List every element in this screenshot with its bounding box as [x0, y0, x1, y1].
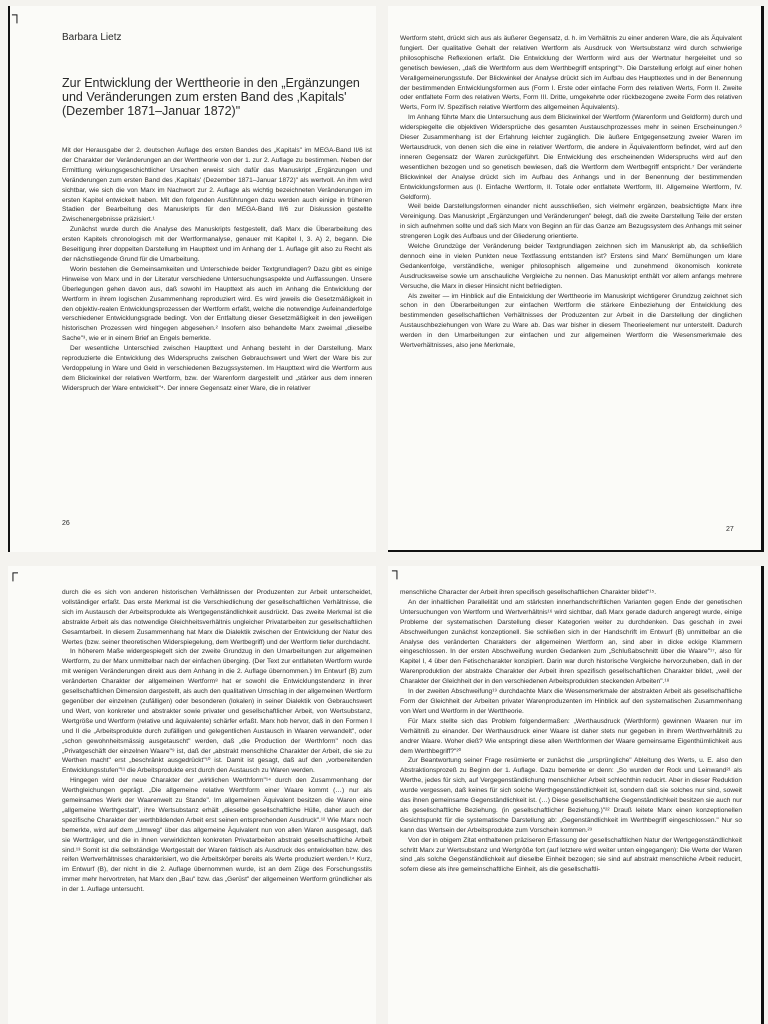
page-edge-shadow — [761, 566, 764, 1024]
corner-mark: ┌ — [8, 566, 18, 580]
paragraph: In der zweiten Abschweifung¹⁹ durchdachte Marx die Wesensmerkmale der abstrakten Arbeit als gesellschaftliche Form der Gleichheit der Arbeiten privater Warenproduzenten im Hinblick auf den systematischen Zusammenhang von Wert und Wertform in der Werttheorie. — [400, 688, 742, 715]
page-29 — [388, 566, 764, 1024]
page-edge-shadow — [8, 6, 10, 552]
paragraph: Hingegen wird der neue Charakter der „wirklichen Werthform"¹⁴ durch den Zusammenhang der Werthgleichungen geprägt. „Die allgemeine relative Werthform einer Waare kommt (…) nur als gemeinsames Werk der Waarenwelt zu Stande". Im allgemeinen Äquivalent besitzen die Waren eine „allgemeine Werthgestalt", ihre Wertsubstanz erhält „dieselbe gesellschaftliche Hülle, daher auch der spezifische Charakter der werthbildenden Arbeit erst seinen entsprechenden Ausdruck".¹² Wie Marx noch bemerkte, wird auf dem „Umweg" über das allgemeine Äquivalent nun von allen Waren ausgesagt, daß sie Wertträger, und die in ihnen verwirklichten konkreten Privatarbeiten abstrakt gesellschaftliche Arbeit sind.¹³ Somit ist die selbständige Wertgestalt der Waren faktisch als Ausdruck des entwickelten bzw. des reifen Wertverhältnisses charakterisiert, wo die Arbeitskörper bereits als Werte produziert werden.¹⁴ Kurz, im Entwurf (B), der nicht in die 2. Auflage übernommen wurde, ist an dem Züge des Forschungsstils immer mehr hervortreten, hat Marx den „Bau" bzw. das „Gerüst" der allgemeinen Wertform gründlicher als in der 1. Auflage untersucht. — [62, 777, 372, 894]
paragraph: Der wesentliche Unterschied zwischen Haupttext und Anhang besteht in der Darstellung. Marx reproduzierte die Entwicklung des Widerspruchs zwischen Gebrauchswert und Wert der Ware bis zur Verdoppelung in Ware und Geld in verschiedenen Bezugssystemen. Im Haupttext wird die Wertform aus dem Blickwinkel der relativen Wertform, bzw. der Warenform dargestellt und „stärker aus dem inneren Widerspruch der Ware entwickelt"⁴. Der innere Gegensatz einer Ware, die in relativer — [62, 345, 372, 392]
page-28 — [8, 566, 376, 1024]
paragraph: Wertform steht, drückt sich aus als äußerer Gegensatz, d. h. im Verhältnis zu einer anderen Ware, die als Äquivalent fungiert. Der qualitative Gehalt der relativen Wertform als Ausdruck von Wertsubstanz wird durch schwierige philosophische Reflexionen erfaßt. Die Entwicklung der Wertform wird aus der Wertnatur hergeleitet und so genetisch bewiesen, „daß die Werthform aus dem Werthbegriff entspringt"⁵. Die Darstellung erfolgt auf einer hohen Verallgemeinerungsstufe. Der Blickwinkel der Analyse drückt sich im Aufbau des Haupttextes und in der Benennung der bestimmenden Entwicklungsformen aus (Form I. Erste oder einfache Form des relativen Werts, Form II. Zweite oder entfaltete Form des relativen Werts, Form III. Dritte, umgekehrte oder rückbezogene zweite Form des relativen Werts, Form IV. Spezifisch relative Wertform des allgemeinen Äquivalents). — [400, 35, 742, 112]
page-edge-shadow — [761, 6, 764, 552]
corner-mark: ┐ — [12, 6, 22, 22]
page-27 — [388, 6, 764, 552]
paragraph: In höherem Maße widergespiegelt sich der zweite Grundzug in den Umarbeitungen zur allgemeinen Wertform, zu der Marx unmittelbar nach der einfachen überging. (Der Text zur entfalteten Wertform wurde mit wenigen Veränderungen direkt aus dem Anhang in die 2. Auflage übernommen.) Im Entwurf (B) zum veränderten Charakter der allgemeinen Wertform⁸ hat er sowohl die Entwicklungstendenz in ihrer gesellschaftlichen Dimension dargestellt, als auch den qualitativen Umschlag in der allgemeinen Wertform gegenüber der einzelnen (zufälligen) oder besonderen (lokalen) in seiner Dialektik von Gebrauchswert und Wert, von konkreter und abstrakter sowie privater und gesellschaftlicher Arbeit, von Wertsubstanz, Wertgröße und Wertform (relative und äquivalente) schärfer erfaßt. Marx hob hervor, daß in den Formen I und II die „Arbeitsprodukte durch zufälligen und gelegentlichen Austausch in Waaren verwandelt", oder „schon gewohnheitsmässig ausgetauscht" werden, daß „die Production der Werthform" noch das „Privatgeschäft der einzelnen Waare"⁹ ist, daß der „abstrakt menschliche Charakter der Arbeit, die sie zu Werthen macht" erst „beschränkt ausgedrückt"¹⁰ ist. Damit ist gesagt, daß auf den „vorbereitenden Entwicklungsstufen"¹¹ die Arbeitsprodukte erst durch den Austausch zu Waren werden. — [62, 648, 372, 775]
paragraph: durch die es sich von anderen historischen Verhältnissen der Produzenten zur Arbeit unterscheidet, vollständiger erfaßt. Das erste Merkmal ist die Verschiedlichung der gesellschaftlichen Verhältnisse, die sich im Austausch der Arbeitsprodukte als Wertgegenständlichkeit ausdrückt. Das zweite Merkmal ist die abstrakte Arbeit als das notwendige Gleichheitsverhältnis ungleicher Privatarbeiten zur gesellschaftlichen Gesamtarbeit. In diesem Zusammenhang hat Marx die Dialektik zwischen der Entwicklung der Natur des Wertes (bzw. seiner theoretischen Widerspiegelung, dem Wertbegriff) und der Wertform tiefer durchdacht. — [62, 589, 372, 646]
body-text — [400, 588, 742, 875]
paragraph: Worin bestehen die Gemeinsamkeiten und Unterschiede beider Textgrundlagen? Dazu gibt es einige Hinweise von Marx und in der Literatur verschiedene Untersuchungsaspekte und Auffassungen. Unsere Überlegungen gehen davon aus, daß sowohl im Haupttext als auch im Anhang die Entwicklung der Wertform in ihrem logischen Zusammenhang reproduziert wird. Es wird jeweils die Gesetzmäßigkeit in den objektiv-realen Entwicklungsprozessen der Wertform erfaßt, welche die notwendige Aufeinanderfolge verschiedener Entwicklungsgrade bedingt. Von der Entfaltung dieser Gesetzmäßigkeit in den jeweiligen historischen Prozessen wird hingegen abgesehen.² Insofern also behandelte Marx zweimal „dieselbe Sache"³, wie er in einem Brief an Engels bemerkte. — [62, 265, 372, 343]
paragraph: Von der in obigem Zitat enthaltenen präziseren Erfassung der gesellschaftlichen Natur der Wertgegenständlichkeit schritt Marx zur Wertsubstanz und Wertgröße fort (auf letztere wird weiter unten eingegangen): Die Werte der Waren sind „als solche Gegenständlichkeit auf dieselbe Einheit bezogen; sie sind auf abstrakt menschliche Arbeit reducirt, sofern diese als ihre gemeinschaftliche Einheit, als die gesellschaftli- — [400, 836, 742, 874]
page-number: 27 — [726, 526, 734, 533]
paragraph: Zur Beantwortung seiner Frage resümierte er zunächst die „ursprüngliche" Ableitung des Werts, u. E. also den Abstraktionsprozeß zu Beginn der 1. Auflage. Dazu bemerkte er denn: „So wurden der Rock und Leinwand²¹ als Werthe, jedes für sich, auf Vergegenständlichung menschlicher Arbeit schlechthin reducirt. Aber in dieser Reduktion wurde vergessen, daß keines für sich solche Werthgegenständlichkeit ist, sondern daß sie solches nur sind, soweit das ihnen gemeinsame Gegenständlichkeit ist. (…) Diese gesellschaftliche Gegenständlichkeit besitzen sie auch nur als gesellschaftliche Beziehung. (in gesellschaftlicher Beziehung.)"²² Drauß leitete Marx einen konzeptionellen Gesichtspunkt für die systematische Darstellung ab: „Gegenständlichkeit im Werthbegriff eingeschlossen." Nur so kann das Wertsein der Arbeitsprodukte zum Vorschein kommen.²³ — [400, 757, 742, 834]
paragraph: Welche Grundzüge der Veränderung beider Textgrundlagen zeichnen sich im Manuskript ab, da schließlich dennoch eine in vielen Punkten neue Textfassung entstanden ist? Erstens sind Marx' Bemühungen um klare Gedankenfolge, verständliche, weniger philosophisch allgemeine und zunehmend ökonomisch konkrete Ausdrucksweise sowie um anschauliche Vergleiche zu nennen. Das Manuskript enthält vor allem anfangs mehrere Versuche, die Marx in dieser Hinsicht nicht befriedigten. — [400, 243, 742, 290]
corner-mark: ┐ — [392, 566, 402, 578]
body-text — [62, 588, 372, 895]
paragraph: Für Marx stellte sich das Problem folgendermaßen: „Werthausdruck (Werthform) gewinnen Waaren nur im Verhältniß zu einander. Der Werthausdruck einer Waare ist daher stets nur gegeben in ihrem Werthverhältniß zu andrer Waare. Woher dieß? Wie entspringt diese allen Werthformen der Waare gemeinsame Eigenthümlichkeit aus dem Werthbegriff?"²⁰ — [400, 717, 742, 755]
body-text — [62, 146, 372, 394]
paragraph: Im Anhang führte Marx die Untersuchung aus dem Blickwinkel der Wertform (Warenform und Geldform) durch und widerspiegelte die objektiven Widersprüche des gesamten Austauschprozesses mehr in seinen Erscheinungen.⁶ Dieser Zusammenhang ist der Erfahrung leichter zugänglich. Die äußere Entgegensetzung zweier Waren im Wertausdruck, von denen sich die eine in relativer Wertform, die andere in Äquivalentform befindet, wird auf den inneren Gegensatz der Waren zurückgeführt. Die Entwicklung des erscheinenden Widerspruchs wird auf den wesentlichen bezogen und so genetisch bewiesen, daß die Wertform dem Wertbegriff entspricht.⁷ Der veränderte Blickwinkel der Analyse drückt sich im Aufbau des Anhangs und in der Benennung der bestimmenden Entwicklungsformen aus (I. Einfache Wertform, II. Totale oder entfaltete Wertform, III. Allgemeine Wertform, IV. Geldform). — [400, 114, 742, 201]
paragraph: An der inhaltlichen Parallelität und am stärksten innerhandschriftlichen Varianten gegen Ende der genetischen Untersuchungen von Wertform und Wertverhältnis¹⁶ wird sichtbar, daß Marx gerade dadurch angeregt wurde, einige Probleme der systematischen Darstellung dieser Kategorien weiter zu durchdenken. Das geschah in zwei Abschweifungen zunächst konzeptionell. Sie schließen sich in der Handschrift im Entwurf (B) unmittelbar an die Analyse des veränderten Charakters der allgemeinen Wertform an, sind aber in dicke eckige Klammern eingeschlossen. In der ersten Abschweifung wurden Gedanken zum „Schlußabschnitt über die Waare"¹⁷, also für Kapitel I, 4 über den Fetischcharakter konzipiert. Darin war durch historische Vergleiche hervorzuheben, daß in der Warenproduktion der abstrakte Charakter der Arbeit ihren spezifisch gesellschaftlichen Charakter bildet, „weil der Charakter der Gleichheit der in den verschiedenen Arbeitsprodukten steckenden Arbeiten".¹⁸ — [400, 598, 742, 686]
article-title: Zur Entwicklung der Werttheorie in den „Ergänzungen und Veränderungen zum ersten Band des ‚Kapitals' (Dezember 1871–Januar 1872)" — [62, 76, 360, 118]
paragraph: Weil beide Darstellungsformen einander nicht ausschließen, sich vielmehr ergänzen, beabsichtigte Marx ihre Vereinigung. Das Manuskript „Ergänzungen und Veränderungen" belegt, daß die zweite Darstellung Teile der ersten in sich aufnehmen sollte und daß sich Marx von Beginn an für das Ganze am Bezugssystem des Anhangs mit seiner strengeren Logik des Aufbaus und der Gliederung orientierte. — [400, 203, 742, 241]
paragraph: menschliche Character der Arbeit ihren specifisch gesellschaftlichen Charakter bildet"¹⁵. — [400, 589, 657, 596]
paragraph: Mit der Herausgabe der 2. deutschen Auflage des ersten Bandes des „Kapitals" im MEGA-Band II/6 ist der Charakter der Veränderungen an der Werttheorie von der 1. zur 2. Auflage zu bestimmen. Neben der Ermittlung wirkungsgeschichtlicher Ursachen erweist sich dafür das Manuskript „Ergänzungen und Veränderungen zum ersten Band des ‚Kapitals' (Dezember 1871–Januar 1872)" als wertvoll. An ihm wird sichtbar, wie sich die von Marx im Nachwort zur 2. Auflage als wichtig bezeichneten Veränderungen im ersten Kapitel entwickelt haben. Mit den folgenden Ausführungen dazu werden auch einige in früheren Stadien der Bearbeitung des Manuskripts für den MEGA-Band II/6 zur Diskussion gestellte Zwischenergebnisse präzisiert.¹ — [62, 147, 372, 224]
page-number: 26 — [62, 520, 70, 527]
author-name: Barbara Lietz — [62, 32, 122, 43]
page-26 — [8, 6, 376, 552]
page-edge-shadow — [388, 550, 764, 552]
paragraph: Als zweiter — im Hinblick auf die Entwicklung der Werttheorie im Manuskript wichtigerer Grundzug zeichnet sich schon in den Überarbeitungen zur einfachen Wertform die stärkere Einbeziehung der Entwicklung des bestimmenden gesellschaftlichen Verhältnisses der Produzenten zur Arbeit in die Darstellung der dinglichen Austauschbeziehungen von Ware zu Ware ab. Das war bisher in diesem Theorieelement nur unterstellt. Dadurch werden in den Umarbeitungen zur einfachen und zur allgemeinen Wertform die Wesensmerkmale des Wertverhältnisses, also jene Merkmale, — [400, 292, 742, 350]
body-text — [400, 34, 742, 351]
paragraph: Zunächst wurde durch die Analyse des Manuskripts festgestellt, daß Marx die Überarbeitung des ersten Kapitels chronologisch mit der Wertformanalyse, genauer mit Kapitel I, 3. A) 2, begann. Die Beseitigung ihrer doppelten Darstellung im Haupttext und im Anhang der 1. Auflage gilt also zu Recht als der nächstliegende Grund für die Umarbeitung. — [62, 226, 372, 263]
